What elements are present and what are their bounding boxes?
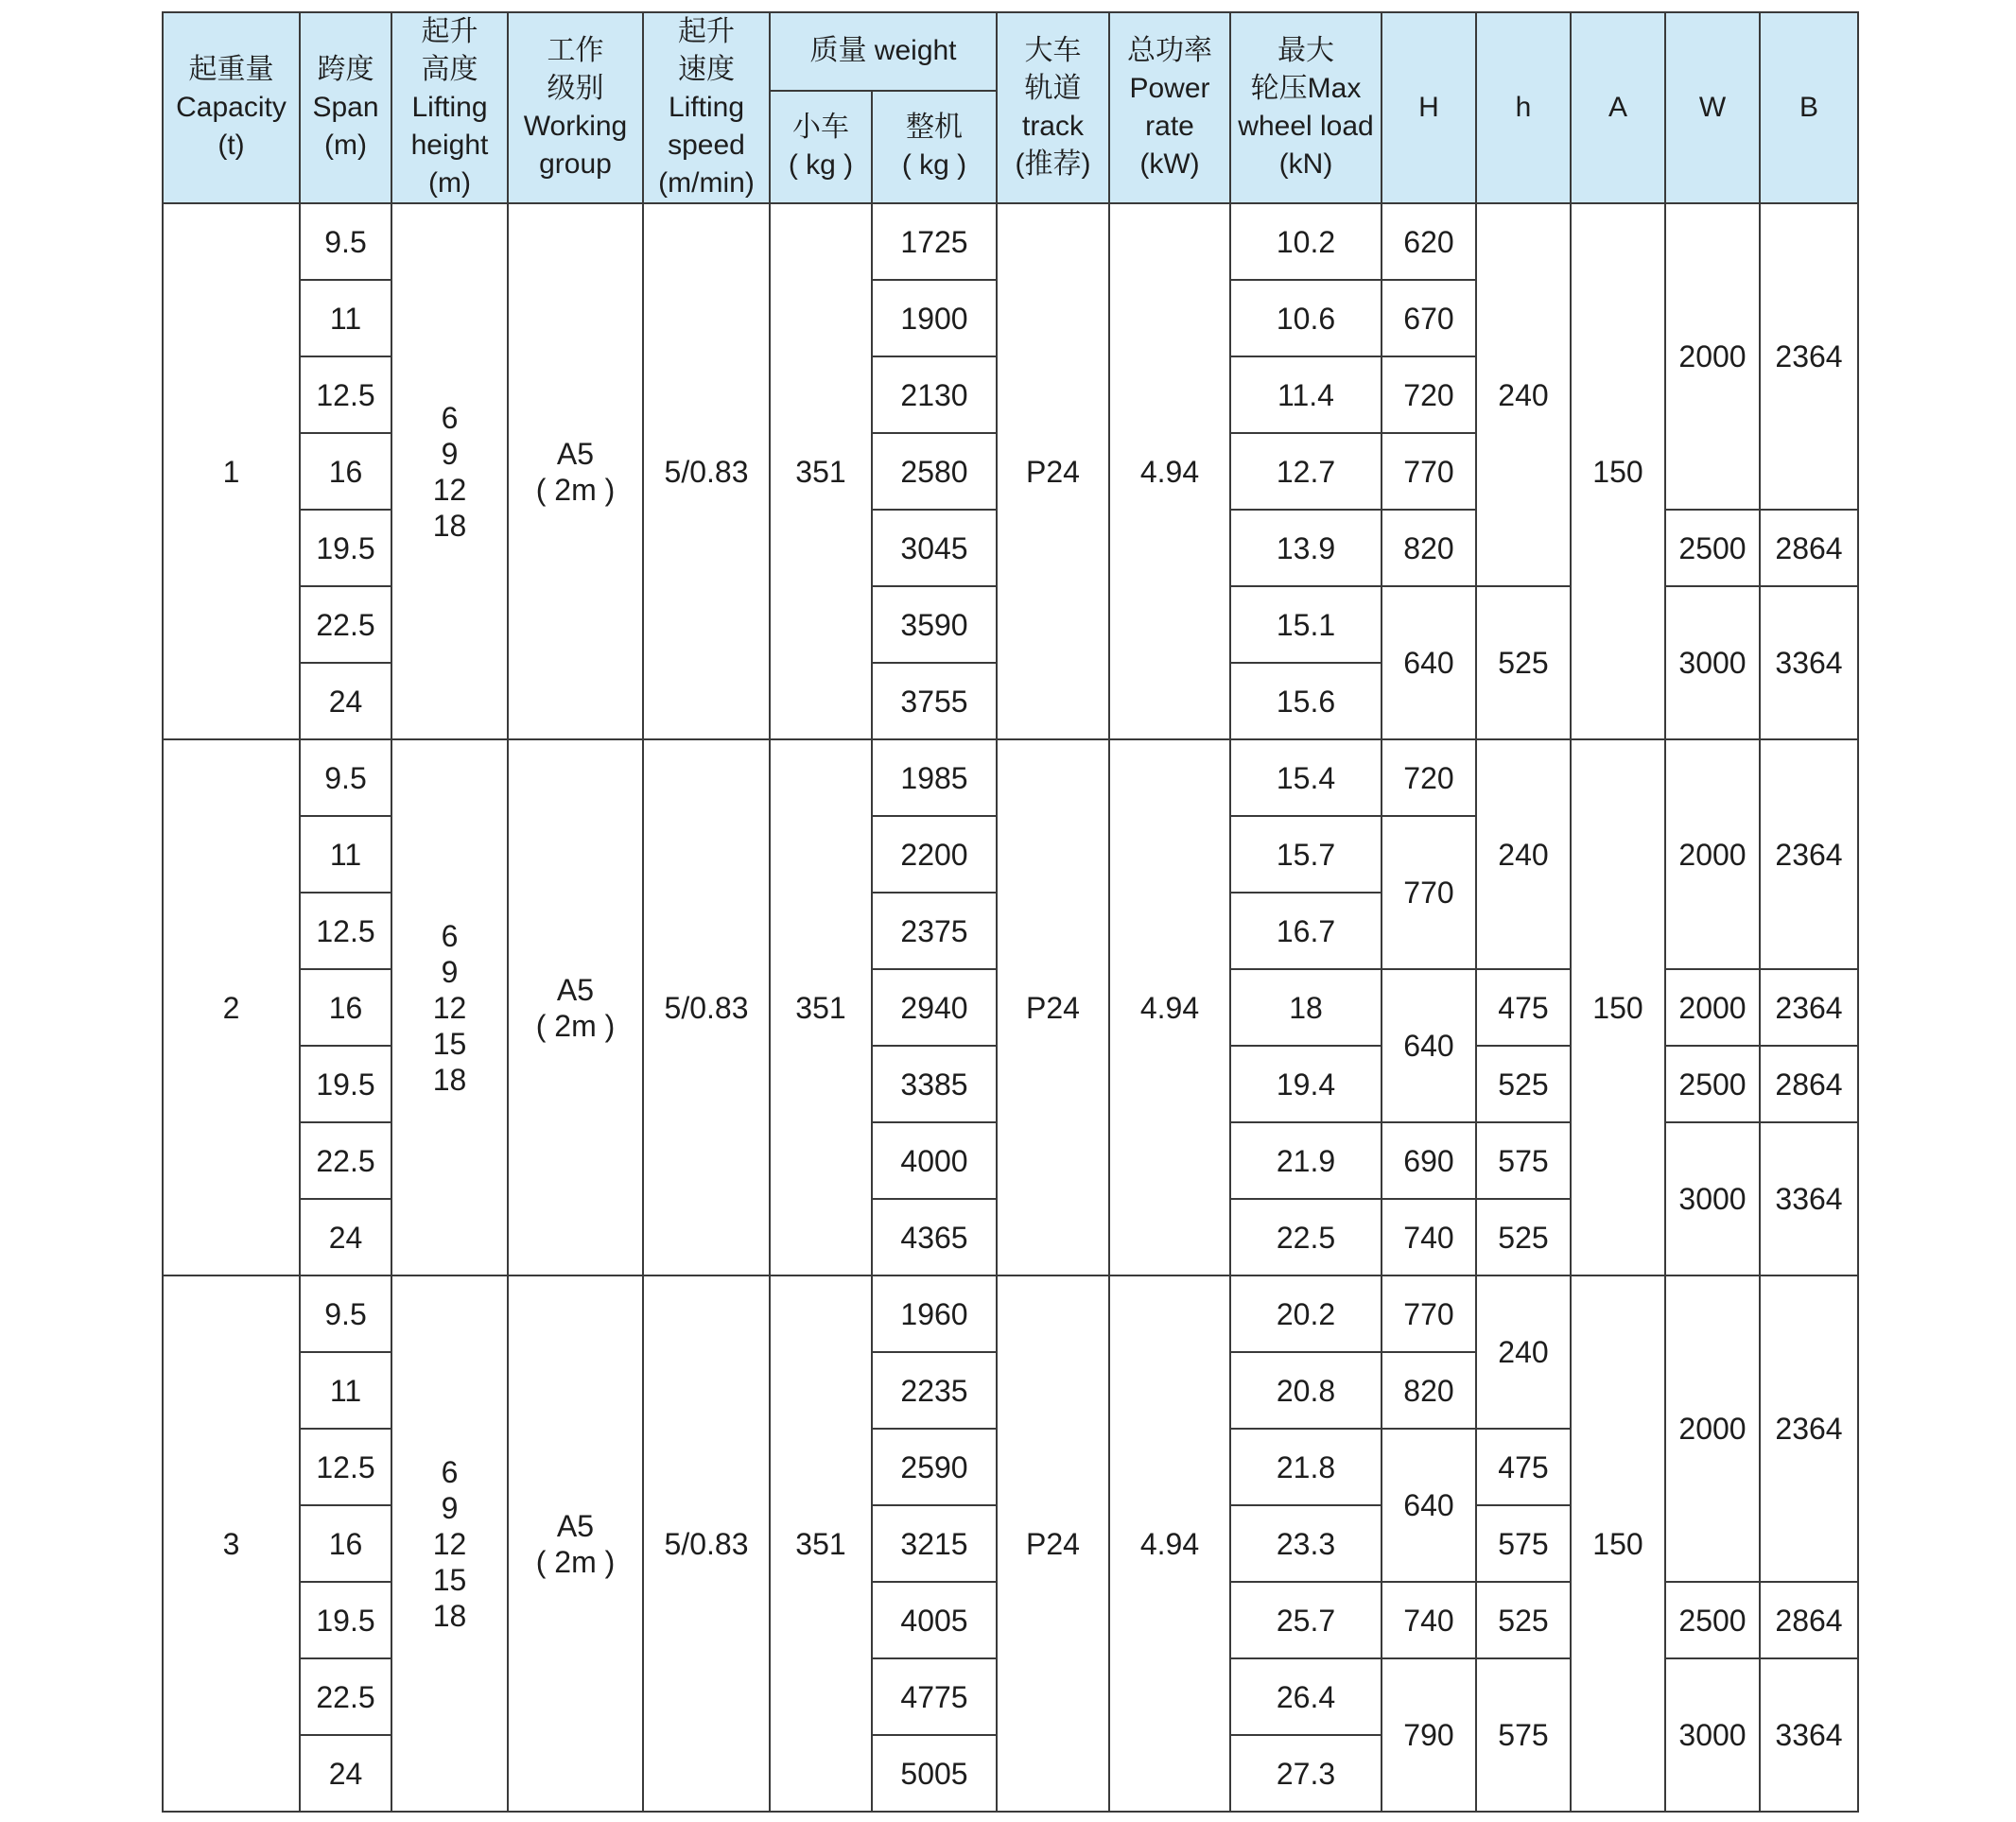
span-cell: 11 (300, 816, 391, 893)
trolley-weight-cell: 351 (770, 203, 872, 739)
A-cell: 150 (1571, 203, 1665, 739)
header-power: 总功率 Power rate (kW) (1109, 12, 1230, 203)
span-cell: 9.5 (300, 203, 391, 280)
lifting-height-cell: 6 9 12 18 (391, 203, 508, 739)
B-cell: 3364 (1760, 1122, 1858, 1275)
B-cell: 3364 (1760, 586, 1858, 739)
H-cell: 690 (1382, 1122, 1476, 1199)
total-weight-cell: 5005 (872, 1735, 997, 1812)
total-weight-cell: 3590 (872, 586, 997, 663)
h-cell: 575 (1476, 1505, 1571, 1582)
wheel-load-cell: 15.6 (1230, 663, 1382, 739)
H-cell: 720 (1382, 739, 1476, 816)
header-weight: 质量 weight (770, 12, 997, 91)
table-row (163, 739, 1858, 816)
H-cell: 720 (1382, 356, 1476, 433)
span-cell: 9.5 (300, 1275, 391, 1352)
B-cell: 2364 (1760, 739, 1858, 969)
lifting-height-cell: 6 9 12 15 18 (391, 1275, 508, 1812)
total-weight-cell: 2375 (872, 893, 997, 969)
header-lifting-height: 起升 高度 Lifting height (m) (391, 12, 508, 203)
capacity-cell: 3 (163, 1275, 300, 1812)
H-cell: 670 (1382, 280, 1476, 356)
span-cell: 24 (300, 663, 391, 739)
total-weight-cell: 2235 (872, 1352, 997, 1429)
header-W: W (1665, 12, 1760, 203)
B-cell: 2864 (1760, 1582, 1858, 1658)
h-cell: 525 (1476, 1199, 1571, 1275)
H-cell: 790 (1382, 1658, 1476, 1812)
trolley-weight-cell: 351 (770, 1275, 872, 1812)
span-cell: 22.5 (300, 1122, 391, 1199)
header-capacity: 起重量 Capacity (t) (163, 12, 300, 203)
W-cell: 2000 (1665, 739, 1760, 969)
total-weight-cell: 1725 (872, 203, 997, 280)
wheel-load-cell: 11.4 (1230, 356, 1382, 433)
header-h: h (1476, 12, 1571, 203)
table-row (163, 1275, 1858, 1352)
working-group-cell: A5 ( 2m ) (508, 1275, 643, 1812)
power-cell: 4.94 (1109, 739, 1230, 1275)
H-cell: 640 (1382, 1429, 1476, 1582)
total-weight-cell: 1960 (872, 1275, 997, 1352)
wheel-load-cell: 13.9 (1230, 510, 1382, 586)
h-cell: 575 (1476, 1122, 1571, 1199)
W-cell: 2000 (1665, 969, 1760, 1046)
h-cell: 240 (1476, 739, 1571, 969)
header-H: H (1382, 12, 1476, 203)
track-cell: P24 (997, 739, 1109, 1275)
span-cell: 19.5 (300, 510, 391, 586)
wheel-load-cell: 15.1 (1230, 586, 1382, 663)
h-cell: 475 (1476, 1429, 1571, 1505)
span-cell: 22.5 (300, 1658, 391, 1735)
W-cell: 2500 (1665, 1046, 1760, 1122)
crane-spec-table (162, 11, 1859, 1813)
H-cell: 640 (1382, 586, 1476, 739)
wheel-load-cell: 18 (1230, 969, 1382, 1046)
wheel-load-cell: 27.3 (1230, 1735, 1382, 1812)
B-cell: 3364 (1760, 1658, 1858, 1812)
span-cell: 16 (300, 969, 391, 1046)
A-cell: 150 (1571, 1275, 1665, 1812)
total-weight-cell: 1985 (872, 739, 997, 816)
total-weight-cell: 2590 (872, 1429, 997, 1505)
wheel-load-cell: 12.7 (1230, 433, 1382, 510)
working-group-cell: A5 ( 2m ) (508, 203, 643, 739)
H-cell: 820 (1382, 1352, 1476, 1429)
h-cell: 525 (1476, 586, 1571, 739)
B-cell: 2364 (1760, 203, 1858, 510)
lifting-speed-cell: 5/0.83 (643, 203, 770, 739)
total-weight-cell: 4365 (872, 1199, 997, 1275)
W-cell: 2000 (1665, 203, 1760, 510)
H-cell: 740 (1382, 1582, 1476, 1658)
wheel-load-cell: 19.4 (1230, 1046, 1382, 1122)
B-cell: 2864 (1760, 510, 1858, 586)
power-cell: 4.94 (1109, 203, 1230, 739)
span-cell: 24 (300, 1735, 391, 1812)
span-cell: 19.5 (300, 1046, 391, 1122)
table-row (163, 203, 1858, 280)
wheel-load-cell: 10.6 (1230, 280, 1382, 356)
wheel-load-cell: 20.2 (1230, 1275, 1382, 1352)
H-cell: 820 (1382, 510, 1476, 586)
header-span: 跨度 Span (m) (300, 12, 391, 203)
wheel-load-cell: 23.3 (1230, 1505, 1382, 1582)
track-cell: P24 (997, 203, 1109, 739)
header-trolley-weight: 小车 ( kg ) (770, 91, 872, 203)
span-cell: 19.5 (300, 1582, 391, 1658)
W-cell: 3000 (1665, 1658, 1760, 1812)
wheel-load-cell: 25.7 (1230, 1582, 1382, 1658)
total-weight-cell: 4775 (872, 1658, 997, 1735)
total-weight-cell: 4005 (872, 1582, 997, 1658)
span-cell: 12.5 (300, 356, 391, 433)
h-cell: 240 (1476, 1275, 1571, 1429)
header-total-weight: 整机 ( kg ) (872, 91, 997, 203)
trolley-weight-cell: 351 (770, 739, 872, 1275)
total-weight-cell: 3045 (872, 510, 997, 586)
h-cell: 575 (1476, 1658, 1571, 1812)
header-A: A (1571, 12, 1665, 203)
total-weight-cell: 2580 (872, 433, 997, 510)
h-cell: 525 (1476, 1046, 1571, 1122)
total-weight-cell: 2200 (872, 816, 997, 893)
H-cell: 770 (1382, 433, 1476, 510)
span-cell: 22.5 (300, 586, 391, 663)
total-weight-cell: 3215 (872, 1505, 997, 1582)
H-cell: 740 (1382, 1199, 1476, 1275)
wheel-load-cell: 16.7 (1230, 893, 1382, 969)
header-B: B (1760, 12, 1858, 203)
wheel-load-cell: 26.4 (1230, 1658, 1382, 1735)
B-cell: 2364 (1760, 1275, 1858, 1582)
total-weight-cell: 3755 (872, 663, 997, 739)
track-cell: P24 (997, 1275, 1109, 1812)
working-group-cell: A5 ( 2m ) (508, 739, 643, 1275)
total-weight-cell: 1900 (872, 280, 997, 356)
span-cell: 11 (300, 1352, 391, 1429)
span-cell: 12.5 (300, 893, 391, 969)
total-weight-cell: 4000 (872, 1122, 997, 1199)
wheel-load-cell: 15.4 (1230, 739, 1382, 816)
B-cell: 2364 (1760, 969, 1858, 1046)
wheel-load-cell: 21.9 (1230, 1122, 1382, 1199)
total-weight-cell: 2940 (872, 969, 997, 1046)
A-cell: 150 (1571, 739, 1665, 1275)
H-cell: 620 (1382, 203, 1476, 280)
total-weight-cell: 2130 (872, 356, 997, 433)
B-cell: 2864 (1760, 1046, 1858, 1122)
span-cell: 9.5 (300, 739, 391, 816)
wheel-load-cell: 22.5 (1230, 1199, 1382, 1275)
h-cell: 240 (1476, 203, 1571, 586)
header-track: 大车 轨道 track (推荐) (997, 12, 1109, 203)
header-wheel-load: 最大 轮压Max wheel load (kN) (1230, 12, 1382, 203)
W-cell: 3000 (1665, 1122, 1760, 1275)
H-cell: 770 (1382, 816, 1476, 969)
W-cell: 3000 (1665, 586, 1760, 739)
wheel-load-cell: 15.7 (1230, 816, 1382, 893)
header-working-group: 工作 级别 Working group (508, 12, 643, 203)
lifting-height-cell: 6 9 12 15 18 (391, 739, 508, 1275)
h-cell: 475 (1476, 969, 1571, 1046)
H-cell: 770 (1382, 1275, 1476, 1352)
span-cell: 11 (300, 280, 391, 356)
h-cell: 525 (1476, 1582, 1571, 1658)
W-cell: 2000 (1665, 1275, 1760, 1582)
total-weight-cell: 3385 (872, 1046, 997, 1122)
span-cell: 16 (300, 1505, 391, 1582)
wheel-load-cell: 20.8 (1230, 1352, 1382, 1429)
W-cell: 2500 (1665, 1582, 1760, 1658)
span-cell: 16 (300, 433, 391, 510)
span-cell: 12.5 (300, 1429, 391, 1505)
spec-sheet (162, 11, 1857, 1822)
lifting-speed-cell: 5/0.83 (643, 739, 770, 1275)
W-cell: 2500 (1665, 510, 1760, 586)
capacity-cell: 1 (163, 203, 300, 739)
wheel-load-cell: 10.2 (1230, 203, 1382, 280)
lifting-speed-cell: 5/0.83 (643, 1275, 770, 1812)
wheel-load-cell: 21.8 (1230, 1429, 1382, 1505)
span-cell: 24 (300, 1199, 391, 1275)
header-lifting-speed: 起升 速度 Lifting speed (m/min) (643, 12, 770, 203)
capacity-cell: 2 (163, 739, 300, 1275)
H-cell: 640 (1382, 969, 1476, 1122)
power-cell: 4.94 (1109, 1275, 1230, 1812)
